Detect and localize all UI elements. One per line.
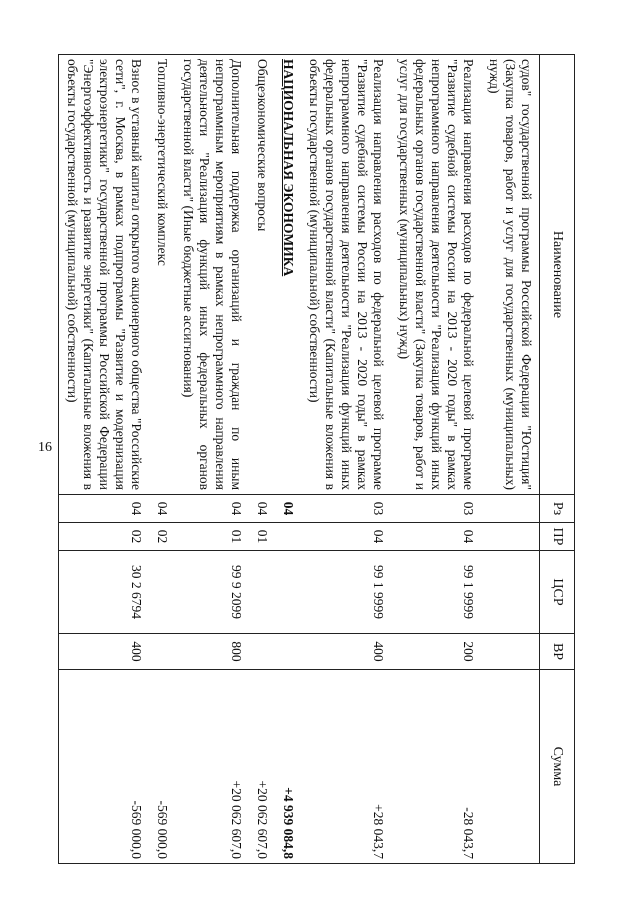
row-csr [275,551,301,634]
row-pr [275,523,301,551]
row-vr: 400 [59,634,150,670]
row-pr: 04 [391,523,481,551]
row-sum: -569 000,0 [149,670,175,864]
header-sum: Сумма [540,670,575,864]
row-rz: 03 [391,495,481,523]
row-sum: +28 043,7 [301,670,391,864]
table-row [175,55,249,864]
table-header-row [540,55,575,864]
row-sum: +20 062 607,0 [249,670,275,864]
row-csr: 99 1 9999 [391,551,481,634]
row-sum: -28 043,7 [391,670,481,864]
row-name: Общеэкономические вопросы [249,55,275,495]
row-csr [481,551,540,634]
row-csr: 30 2 6794 [59,551,150,634]
row-rz: 04 [249,495,275,523]
row-rz: 04 [149,495,175,523]
row-rz: 04 [175,495,249,523]
row-pr: 04 [301,523,391,551]
row-sum: +20 062 607,0 [175,670,249,864]
row-name: Реализация направления расходов по федеральной целевой программе "Развитие судебной системы России на 2013 - 2020 годы" в рамках непрограммного направления деятельности "Реализация функций иных федеральных органов государственной власти" (Капитальные вложения в объекты государственной (муниципальной) собственности) [301,55,391,495]
table-row [249,55,275,864]
row-vr: 800 [175,634,249,670]
row-vr [275,634,301,670]
table-row [149,55,175,864]
table-row [59,55,150,864]
row-pr: 02 [149,523,175,551]
table-row [301,55,391,864]
header-rz: Рз [540,495,575,523]
row-pr: 02 [59,523,150,551]
row-pr: 01 [175,523,249,551]
header-vr: ВР [540,634,575,670]
page-number: 16 [38,440,52,455]
row-vr: 200 [391,634,481,670]
table-row-section [275,55,301,864]
row-name: Реализация направления расходов по федеральной целевой программе "Развитие судебной системы России на 2013 - 2020 годы" в рамках непрограммного направления деятельности "Реализация функций иных федеральных органов государственной власти" (Закупка товаров, работ и услуг для государственных (муниципальных) нужд) [391,55,481,495]
row-pr: 01 [249,523,275,551]
row-rz: 03 [301,495,391,523]
row-vr: 400 [301,634,391,670]
row-csr: 99 9 2099 [175,551,249,634]
row-name: судов" государственной программы Российской Федерации "Юстиция" (Закупка товаров, работ и услуг для государственных (муниципальных) нужд) [481,55,540,495]
row-sum: -569 000,0 [59,670,150,864]
row-name: Взнос в уставный капитал открытого акционерного общества "Российские сети", г. Москва, в рамках подпрограммы "Развитие и модернизация электроэнергетики" государственной программы Российской Федерации "Энергоэффективность и развитие энергетики" (Капитальные вложения в объекты государственной (муниципальной) собственности) [59,55,150,495]
row-name: НАЦИОНАЛЬНАЯ ЭКОНОМИКА [275,55,301,495]
header-pr: ПР [540,523,575,551]
row-name: Топливно-энергетический комплекс [149,55,175,495]
row-pr [481,523,540,551]
row-csr [149,551,175,634]
table-row [481,55,540,864]
budget-table [58,54,575,864]
row-rz [481,495,540,523]
row-csr: 99 1 9999 [301,551,391,634]
row-sum [481,670,540,864]
header-name: Наименование [540,55,575,495]
row-rz: 04 [275,495,301,523]
row-vr [249,634,275,670]
table-row [391,55,481,864]
row-vr [481,634,540,670]
header-csr: ЦСР [540,551,575,634]
row-vr [149,634,175,670]
row-csr [249,551,275,634]
row-sum: +4 939 084,8 [275,670,301,864]
row-name: Дополнительная поддержка организаций и граждан по иным непрограммным мероприятиям в рамках непрограммного направления деятельности "Реализация функций иных федеральных органов государственной власти" (Иные бюджетные ассигнования) [175,55,249,495]
row-rz: 04 [59,495,150,523]
